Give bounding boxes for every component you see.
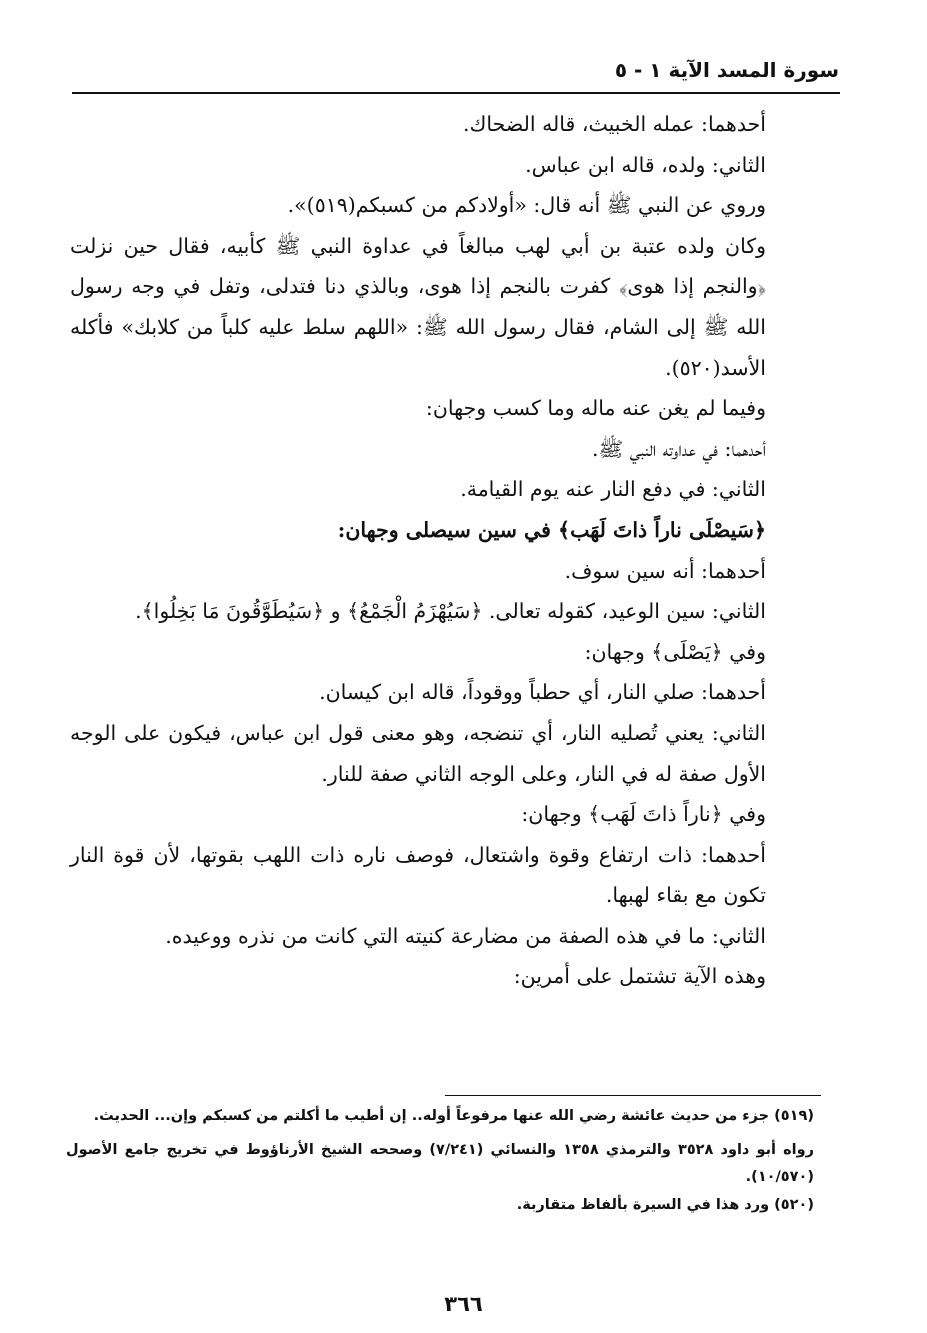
paragraph: ﴿سَيصْلَى ناراً ذاتَ لَهَب﴾ في سين سيصلى وجهان: <box>337 517 766 542</box>
paragraph: أحدهما: في عداوته النبي ﷺ. <box>591 436 766 461</box>
paragraph: أحدهما: أنه سين سوف. <box>564 558 766 583</box>
page-number: ٣٦٦ <box>444 1292 483 1316</box>
paragraph: وكان ولده عتبة بن أبي لهب مبالغاً في عداوة النبي ﷺ كأبيه، فقال حين نزلت ﴿والنجم إذا هوى﴾ كفرت بالنجم إذا هوى، وبالذي دنا فتدلى، وتفل في وجه رسول الله ﷺ إلى الشام، فقال رسول الله ﷺ: «اللهم سلط عليه كلباً من كلابك» فأكله الأسد(٥٢٠). <box>70 233 766 380</box>
paragraph: الثاني: ولده، قاله ابن عباس. <box>525 152 766 177</box>
paragraph: وفي ﴿يَصْلَى﴾ وجهان: <box>584 639 766 664</box>
footnote-rule <box>445 1095 821 1096</box>
paragraph: وهذه الآية تشتمل على أمرين: <box>513 964 766 989</box>
paragraph: الثاني: ما في هذه الصفة من مضارعة كنيته التي كانت من نذره ووعيده. <box>165 923 766 948</box>
paragraph: وفي ﴿ناراً ذاتَ لَهَب﴾ وجهان: <box>521 802 766 827</box>
paragraph: وفيما لم يغن عنه ماله وما كسب وجهان: <box>425 396 766 421</box>
paragraph: وروي عن النبي ﷺ أنه قال: «أولادكم من كسبكم(٥١٩)». <box>287 193 766 218</box>
footnote: رواه أبو داود ٣٥٢٨ والترمذي ١٣٥٨ والنسائي (٧/٢٤١) وصححه الشيخ الأرناؤوط في تخريج جامع الأصول (١٠/٥٧٠). <box>66 1141 815 1185</box>
paragraph: أحدهما: عمله الخبيث، قاله الضحاك. <box>462 112 766 136</box>
running-header: سورة المسد الآية ١ - ٥ <box>614 58 839 82</box>
paragraph: أحدهما: ذات ارتفاع وقوة واشتعال، فوصف ناره ذات اللهب بقوتها، لأن قوة النار تكون مع بقاء لهبها. <box>70 842 766 908</box>
paragraph: الثاني: في دفع النار عنه يوم القيامة. <box>460 477 766 502</box>
paragraph: الثاني: سين الوعيد، كقوله تعالى. ﴿سَيُهْزَمُ الْجَمْعُ﴾ و ﴿سَيُطَوَّقُونَ مَا بَخِلُوا﴾. <box>135 599 766 624</box>
paragraph: أحدهما: صلي النار، أي حطباً ووقوداً، قاله ابن كيسان. <box>319 680 766 705</box>
footnote: (٥٢٠) ورد هذا في السيرة بألفاظ متقاربة. <box>516 1196 814 1213</box>
main-text <box>70 104 766 997</box>
footnotes <box>66 1103 814 1219</box>
paragraph: الثاني: يعني تُصليه النار، أي تنضجه، وهو معنى قول ابن عباس، فيكون على الوجه الأول صفة له في النار، وعلى الوجه الثاني صفة للنار. <box>70 720 766 786</box>
header-rule <box>72 92 840 94</box>
footnote: (٥١٩) جزء من حديث عائشة رضي الله عنها مرفوعاً أوله.. إن أطيب ما أكلتم من كسبكم وإن... الحديث. <box>93 1108 814 1124</box>
